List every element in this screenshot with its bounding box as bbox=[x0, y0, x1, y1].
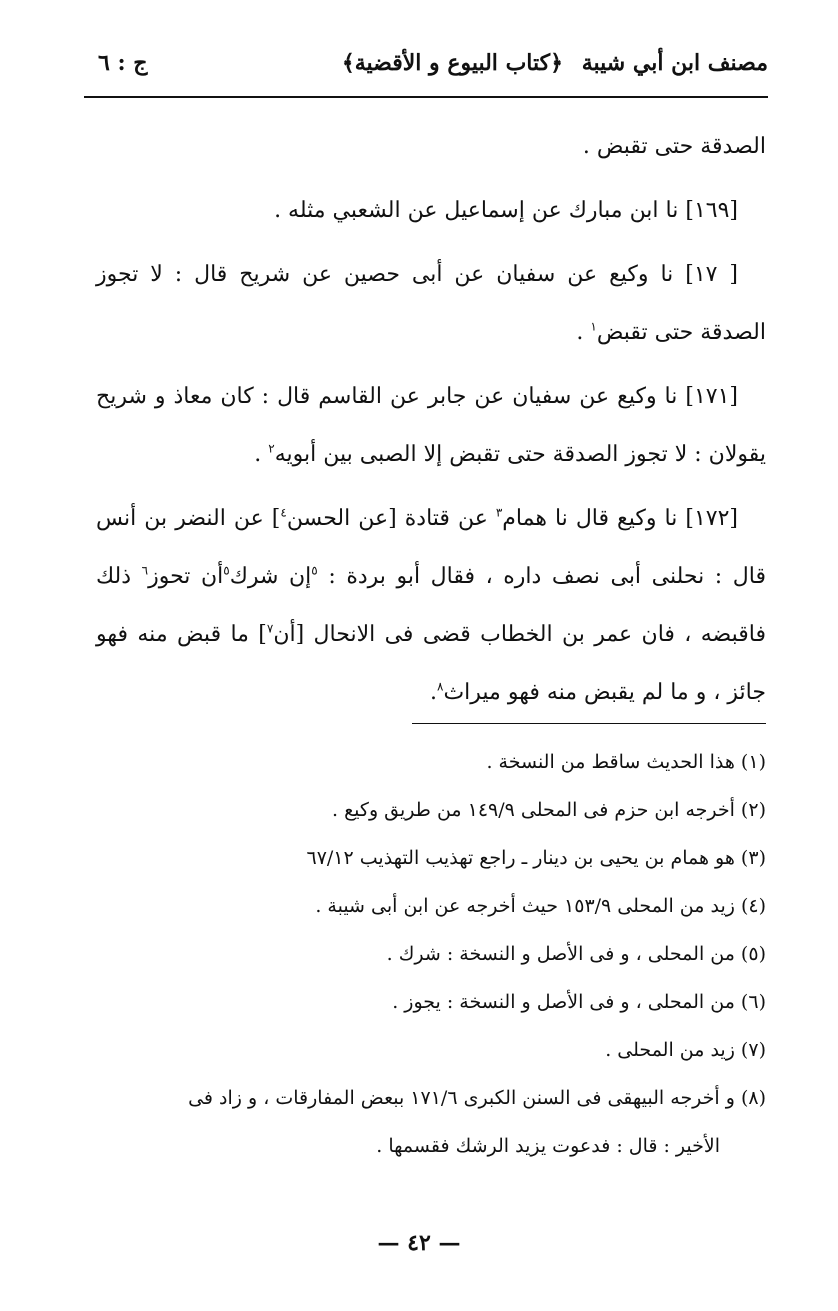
footnote-ref: ٣ bbox=[495, 505, 503, 520]
footnote-7: (٧) زيد من المحلى . bbox=[605, 1039, 766, 1061]
footnote-4: (٤) زيد من المحلى ١٥٣/٩ حيث أخرجه عن ابن أبى شيبة . bbox=[315, 895, 766, 917]
footnote-ref: ٥ bbox=[223, 563, 230, 578]
footnote-ref: ٥ bbox=[311, 563, 318, 578]
main-text bbox=[96, 118, 766, 728]
footnote-ref: ٢ bbox=[268, 441, 275, 456]
footnote-3: (٣) هو همام بن يحيى بن دينار ـ راجع تهذيب التهذيب ٦٧/١٢ bbox=[306, 847, 766, 869]
footnote-6: (٦) من المحلى ، و فى الأصل و النسخة : يجوز . bbox=[392, 991, 766, 1013]
footnote-ref: ٤ bbox=[280, 505, 287, 520]
footnote-ref: ١ bbox=[590, 319, 597, 334]
footnote-2: (٢) أخرجه ابن حزم فى المحلى ١٤٩/٩ من طريق وكيع . bbox=[331, 799, 766, 821]
book-title: مصنف ابن أبي شيبة bbox=[581, 50, 768, 76]
running-header bbox=[84, 44, 768, 94]
paragraph-170: [ ١٧] نا وكيع عن سفيان عن أبى حصين عن شريح قال : لا تجوز الصدقة حتى تقبض$^١$ . bbox=[96, 262, 766, 345]
chapter-title: ﴿كتاب البيوع و الأقضية﴾ bbox=[341, 50, 563, 76]
footnote-ref: ٧ bbox=[266, 621, 274, 636]
page-number: — ٤٢ — bbox=[377, 1230, 461, 1256]
footnote-8: (٨) و أخرجه البيهقى فى السنن الكبرى ١٧١/٦ ببعض المفارقات ، و زاد فى bbox=[188, 1087, 766, 1109]
footnote-ref: ٦ bbox=[141, 563, 149, 578]
footnote-rule bbox=[412, 723, 766, 724]
header-rule bbox=[84, 96, 768, 98]
paragraph-1: الصدقة حتى تقبض . bbox=[582, 134, 766, 159]
paragraph-171: [١٧١] نا وكيع عن سفيان عن جابر عن القاسم قال : كان معاذ و شريح يقولان : لا تجوز الصدقة حتى تقبض إلا الصبى بين أبويه$^٢$ . bbox=[96, 384, 766, 467]
paragraph-169: [١٦٩] نا ابن مبارك عن إسماعيل عن الشعبي مثله . bbox=[274, 198, 738, 223]
volume-number: ج : ٦ bbox=[98, 50, 148, 76]
footnotes bbox=[100, 738, 766, 1170]
footnote-5: (٥) من المحلى ، و فى الأصل و النسخة : شرك . bbox=[386, 943, 766, 965]
footnote-8-continued: الأخير : قال : فدعوت يزيد الرشك فقسمها . bbox=[376, 1135, 720, 1157]
footnote-1: (١) هذا الحديث ساقط من النسخة . bbox=[486, 751, 766, 773]
paragraph-172: [١٧٢] نا وكيع قال نا همام$^٣$ عن قتادة [عن الحسن$^٤$] عن النضر بن أنس قال : نحلنى أبى نصف داره ، فقال أبو بردة : $^٥$إن شرك$^٥$أن تحوز$^٦$ ذلك فاقبضه ، فان عمر بن الخطاب قضى فى الانحال [أن$^٧$] ما قبض منه فهو جائز ، و ما لم يقبض منه فهو ميراث$^٨$. bbox=[96, 505, 767, 705]
footnote-ref: ٨ bbox=[437, 679, 444, 694]
